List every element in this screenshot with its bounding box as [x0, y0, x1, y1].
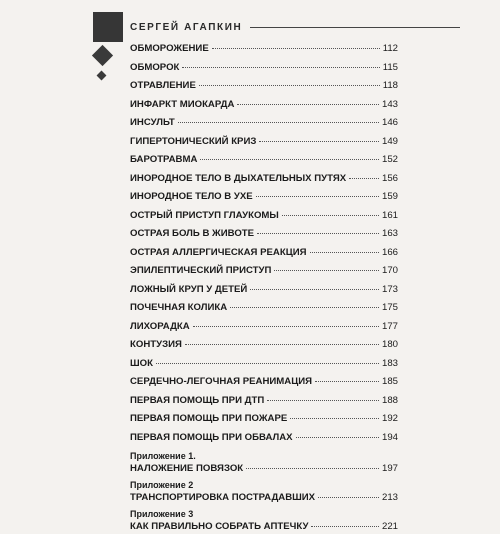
toc-entry — [130, 318, 398, 337]
dot-leader — [185, 344, 379, 345]
decorative-square-medium — [92, 45, 113, 66]
toc-entry — [130, 281, 398, 300]
table-of-contents — [130, 40, 398, 534]
dot-leader — [199, 85, 380, 86]
toc-entry-title: ИНОРОДНОЕ ТЕЛО В ДЫХАТЕЛЬНЫХ ПУТЯХ — [130, 172, 347, 184]
toc-entry-title: ПЕРВАЯ ПОМОЩЬ ПРИ ДТП — [130, 394, 265, 406]
toc-entry — [130, 491, 398, 505]
dot-leader — [311, 526, 379, 527]
appendix-label: Приложение 2 — [130, 480, 194, 490]
toc-entry — [130, 188, 398, 207]
toc-entry-title: ЛОЖНЫЙ КРУП У ДЕТЕЙ — [130, 283, 248, 295]
toc-entry-page: 180 — [381, 339, 398, 350]
toc-entry-title: ИНОРОДНОЕ ТЕЛО В УХЕ — [130, 191, 253, 202]
toc-entry — [130, 462, 398, 476]
header-rule — [250, 27, 460, 28]
toc-entry-title: ИНФАРКТ МИОКАРДА — [130, 98, 235, 110]
toc-entry-title: ЛИХОРАДКА — [130, 320, 190, 332]
toc-entry — [130, 429, 398, 448]
dot-leader — [200, 159, 379, 160]
toc-entry-page: 112 — [382, 43, 398, 54]
toc-entry-title: БАРОТРАВМА — [130, 154, 198, 165]
dot-leader — [290, 418, 379, 419]
dot-leader — [282, 215, 379, 216]
toc-entry — [130, 225, 398, 244]
appendix-entry — [130, 451, 398, 476]
toc-entry — [130, 520, 398, 534]
toc-entry-title: ОСТРАЯ АЛЛЕРГИЧЕСКАЯ РЕАКЦИЯ — [130, 246, 307, 258]
toc-entry-title: ОТРАВЛЕНИЕ — [130, 80, 196, 91]
toc-entry-page: 118 — [382, 80, 398, 91]
toc-entry-page: 213 — [381, 492, 398, 503]
toc-entry-page: 197 — [381, 463, 398, 474]
toc-entry-page: 173 — [381, 283, 398, 295]
toc-entry-page: 170 — [381, 265, 398, 276]
running-header — [130, 20, 460, 34]
toc-entry-title: НАЛОЖЕНИЕ ПОВЯЗОК — [130, 463, 244, 474]
toc-entry-page: 192 — [381, 413, 398, 424]
toc-entry-page: 188 — [381, 394, 398, 406]
toc-entry — [130, 151, 398, 170]
toc-entry-page: 159 — [381, 191, 398, 202]
dot-leader — [156, 363, 379, 364]
toc-entry-title: ОБМОРОК — [130, 61, 180, 73]
toc-entry-page: 152 — [381, 154, 398, 165]
dot-leader — [230, 307, 379, 308]
toc-entry-page: 156 — [381, 172, 398, 184]
dot-leader — [256, 196, 379, 197]
toc-entry — [130, 96, 398, 115]
dot-leader — [193, 326, 379, 327]
dot-leader — [182, 67, 379, 68]
toc-entry — [130, 299, 398, 318]
toc-entry — [130, 40, 398, 59]
dot-leader — [274, 270, 379, 271]
dot-leader — [212, 48, 380, 49]
toc-entry-title: ШОК — [130, 357, 153, 369]
toc-entry-title: КОНТУЗИЯ — [130, 339, 182, 350]
dot-leader — [310, 252, 379, 253]
toc-entry-title: ОСТРАЯ БОЛЬ В ЖИВОТЕ — [130, 228, 255, 239]
toc-entry — [130, 133, 398, 152]
toc-entry-page: 221 — [381, 521, 398, 532]
dot-leader — [250, 289, 379, 290]
toc-entry-title: ТРАНСПОРТИРОВКА ПОСТРАДАВШИХ — [130, 492, 316, 503]
toc-entry-page: 194 — [381, 431, 398, 443]
toc-entry — [130, 114, 398, 133]
dot-leader — [259, 141, 379, 142]
decorative-square-small — [97, 71, 107, 81]
dot-leader — [349, 178, 379, 179]
toc-entry — [130, 77, 398, 96]
toc-entry — [130, 373, 398, 392]
appendix-label: Приложение 3 — [130, 509, 194, 519]
toc-entry-page: 115 — [382, 61, 398, 73]
toc-entry-title: КАК ПРАВИЛЬНО СОБРАТЬ АПТЕЧКУ — [130, 521, 309, 532]
dot-leader — [267, 400, 379, 401]
toc-entry-page: 185 — [381, 376, 398, 387]
toc-appendix-list — [130, 451, 398, 534]
toc-entry-page: 166 — [381, 246, 398, 258]
appendix-label: Приложение 1. — [130, 451, 196, 461]
appendix-entry — [130, 480, 398, 505]
dot-leader — [237, 104, 379, 105]
decorative-square-large — [93, 12, 123, 42]
toc-main-list — [130, 40, 398, 447]
toc-entry — [130, 59, 398, 78]
author-name: СЕРГЕЙ АГАПКИН — [130, 21, 243, 33]
dot-leader — [246, 468, 379, 469]
dot-leader — [318, 497, 379, 498]
toc-entry — [130, 170, 398, 189]
toc-entry-page: 177 — [381, 320, 398, 332]
toc-entry — [130, 410, 398, 429]
toc-entry-title: ПОЧЕЧНАЯ КОЛИКА — [130, 302, 228, 313]
toc-entry — [130, 207, 398, 226]
toc-entry-title: ЭПИЛЕПТИЧЕСКИЙ ПРИСТУП — [130, 265, 272, 276]
appendix-entry — [130, 509, 398, 534]
toc-entry-page: 163 — [381, 228, 398, 239]
toc-entry-page: 146 — [381, 117, 398, 128]
toc-entry-title: ПЕРВАЯ ПОМОЩЬ ПРИ ПОЖАРЕ — [130, 413, 288, 424]
toc-entry-page: 183 — [381, 357, 398, 369]
toc-entry-page: 143 — [381, 98, 398, 110]
dot-leader — [178, 122, 379, 123]
toc-entry-title: ОБМОРОЖЕНИЕ — [130, 43, 209, 54]
toc-entry-page: 149 — [381, 135, 398, 147]
toc-entry-page: 175 — [381, 302, 398, 313]
toc-entry — [130, 355, 398, 374]
toc-entry-title: ИНСУЛЬТ — [130, 117, 175, 128]
toc-entry — [130, 262, 398, 281]
toc-entry — [130, 244, 398, 263]
toc-entry-title: СЕРДЕЧНО-ЛЕГОЧНАЯ РЕАНИМАЦИЯ — [130, 376, 313, 387]
dot-leader — [296, 437, 379, 438]
toc-entry-title: ПЕРВАЯ ПОМОЩЬ ПРИ ОБВАЛАХ — [130, 431, 293, 443]
toc-entry-title: ОСТРЫЙ ПРИСТУП ГЛАУКОМЫ — [130, 209, 279, 221]
toc-entry — [130, 392, 398, 411]
dot-leader — [315, 381, 379, 382]
dot-leader — [257, 233, 379, 234]
toc-entry — [130, 336, 398, 355]
toc-entry-title: ГИПЕРТОНИЧЕСКИЙ КРИЗ — [130, 135, 257, 147]
toc-entry-page: 161 — [381, 209, 398, 221]
